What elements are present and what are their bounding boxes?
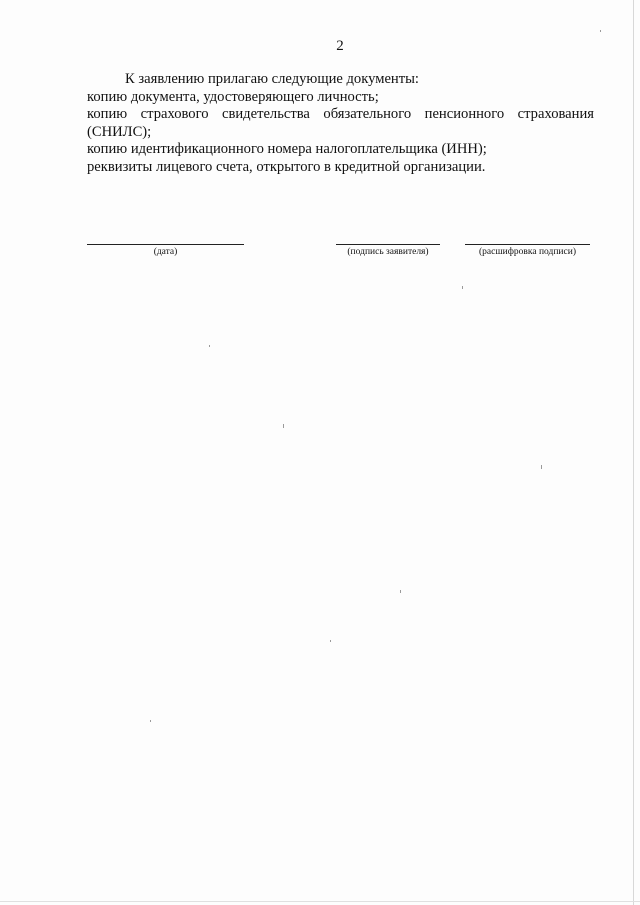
scan-speck: [541, 465, 542, 469]
scan-speck: [400, 590, 401, 593]
attachments-text: [87, 71, 594, 176]
signature-decoding-field: [465, 244, 590, 257]
attachment-item-snils-continued: (СНИЛС);: [87, 123, 152, 140]
date-caption: (дата): [153, 247, 178, 257]
date-field: [87, 244, 244, 257]
attachment-item-inn: копию идентификационного номера налогоплательщика (ИНН);: [87, 141, 487, 157]
scan-speck: [283, 424, 284, 428]
signature-caption: (подпись заявителя): [347, 247, 429, 257]
scan-speck: [600, 30, 601, 32]
scan-speck: [462, 286, 463, 289]
scan-speck: [209, 345, 210, 347]
signature-decoding-line: [465, 244, 590, 245]
attachment-item-bank-details: реквизиты лицевого счета, открытого в кредитной организации.: [87, 158, 486, 175]
scan-speck: [330, 640, 331, 642]
signature-decoding-caption: (расшифровка подписи): [479, 247, 576, 257]
signature-line: [336, 244, 440, 245]
date-line: [87, 244, 244, 245]
attachment-item-id-document: копию документа, удостоверяющего личность;: [87, 88, 379, 105]
page-number: 2: [336, 38, 344, 54]
scan-edge-bottom: [0, 901, 640, 902]
scan-edge-right: [633, 0, 634, 905]
attachment-item-snils: копию страхового свидетельства обязательного пенсионного страхования: [87, 106, 594, 122]
intro-line: К заявлению прилагаю следующие документы:: [125, 71, 419, 87]
scan-speck: [150, 720, 151, 722]
signature-field: [336, 244, 440, 257]
